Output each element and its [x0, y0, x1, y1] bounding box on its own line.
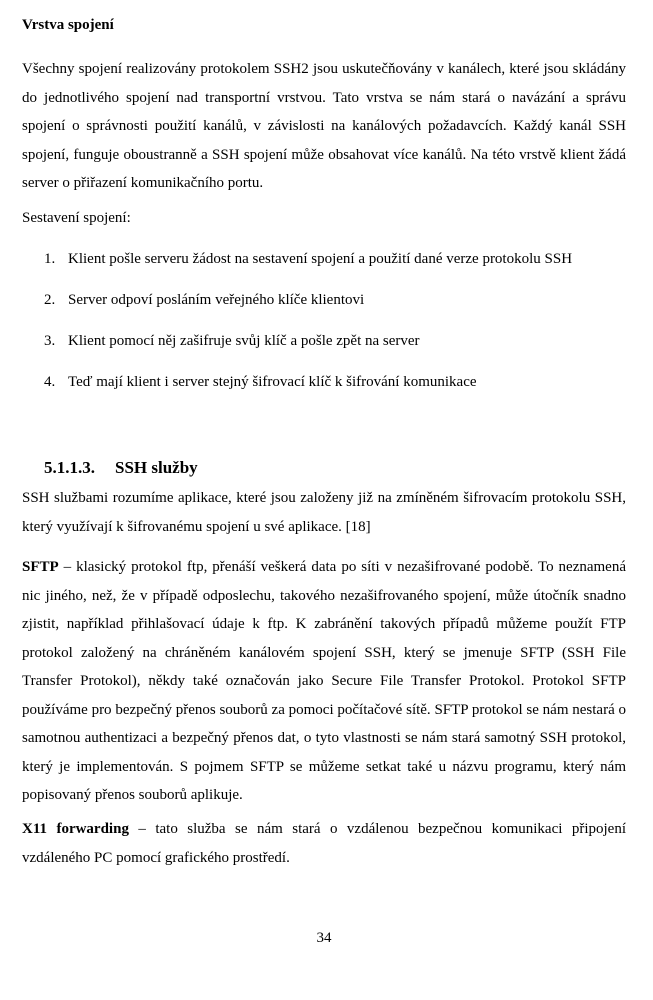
- subsection-title: SSH služby: [115, 458, 198, 477]
- step-number: 3.: [44, 333, 56, 349]
- x11-text: – tato služba se nám stará o vzdálenou bezpečnou komunikaci připojení vzdáleného PC pomocí grafického prostředí.: [22, 821, 627, 866]
- step-number: 4.: [44, 374, 56, 390]
- list-item: [22, 330, 572, 371]
- list-item: [22, 248, 572, 289]
- step-number: 1.: [44, 251, 56, 267]
- services-paragraph: SSH službami rozumíme aplikace, které jsou založeny již na zmíněném šifrovacím protokolu SSH, který využívají k šifrovanému spojení u své aplikace. [18]: [22, 490, 626, 535]
- steps-list: [22, 248, 572, 412]
- subsection-number: 5.1.1.3.: [44, 458, 95, 477]
- document-page: [22, 0, 626, 1000]
- sftp-term: SFTP: [22, 559, 59, 575]
- step-text: Teď mají klient i server stejný šifrovací klíč k šifrování komunikace: [68, 374, 477, 390]
- x11-paragraph: [22, 815, 626, 872]
- section-heading: Vrstva spojení: [22, 17, 114, 33]
- list-item: [22, 371, 572, 412]
- sftp-paragraph: [22, 553, 626, 810]
- step-text: Server odpoví posláním veřejného klíče klientovi: [68, 292, 365, 308]
- sftp-text: – klasický protokol ftp, přenáší veškerá data po síti v nezašifrované podobě. To neznamená nic jiného, než, že v případě odposlechu, takového nezašifrovaného spojení, může útočník snadno zjistit, například přihlašovací údaje k ftp. K zabránění takových případů můžeme použít FTP protokol založený na chráněném kanálovém spojení SSH, který se jmenuje SFTP (SSH File Transfer Protokol), někdy také označován jako Secure File Transfer Protokol. Protokol SFTP používáme pro bezpečný přenos souborů za pomoci počítačové sítě. SFTP protokol se nám nestará o samotnou authentizaci a bezpečný přenos dat, o tyto vlastnosti se nám stará samotný SSH protokol, který je implementován. S pojmem SFTP se můžeme setkat také u názvu programu, který nám popisovaný přenos souborů aplikuje.: [22, 559, 626, 803]
- list-item: [22, 289, 572, 330]
- step-text: Klient pomocí něj zašifruje svůj klíč a pošle zpět na server: [68, 333, 420, 349]
- subsection-heading: [44, 457, 198, 479]
- step-number: 2.: [44, 292, 56, 308]
- step-text: Klient pošle serveru žádost na sestavení spojení a použití dané verze protokolu SSH: [68, 251, 573, 267]
- x11-term: X11 forwarding: [22, 821, 129, 837]
- page-number: 34: [316, 930, 332, 946]
- steps-intro: Sestavení spojení:: [22, 210, 131, 226]
- intro-paragraph: Všechny spojení realizovány protokolem SSH2 jsou uskutečňovány v kanálech, které jsou skládány do jednotlivého spojení nad transportní vrstvou. Tato vrstva se nám stará o navázání a správu spojení o správnosti použití kanálů, v závislosti na kanálových požadavcích. Každý kanál SSH spojení, funguje oboustranně a SSH spojení může obsahovat více kanálů. Na této vrstvě klient žádá server o přiřazení komunikačního portu.: [22, 61, 626, 191]
